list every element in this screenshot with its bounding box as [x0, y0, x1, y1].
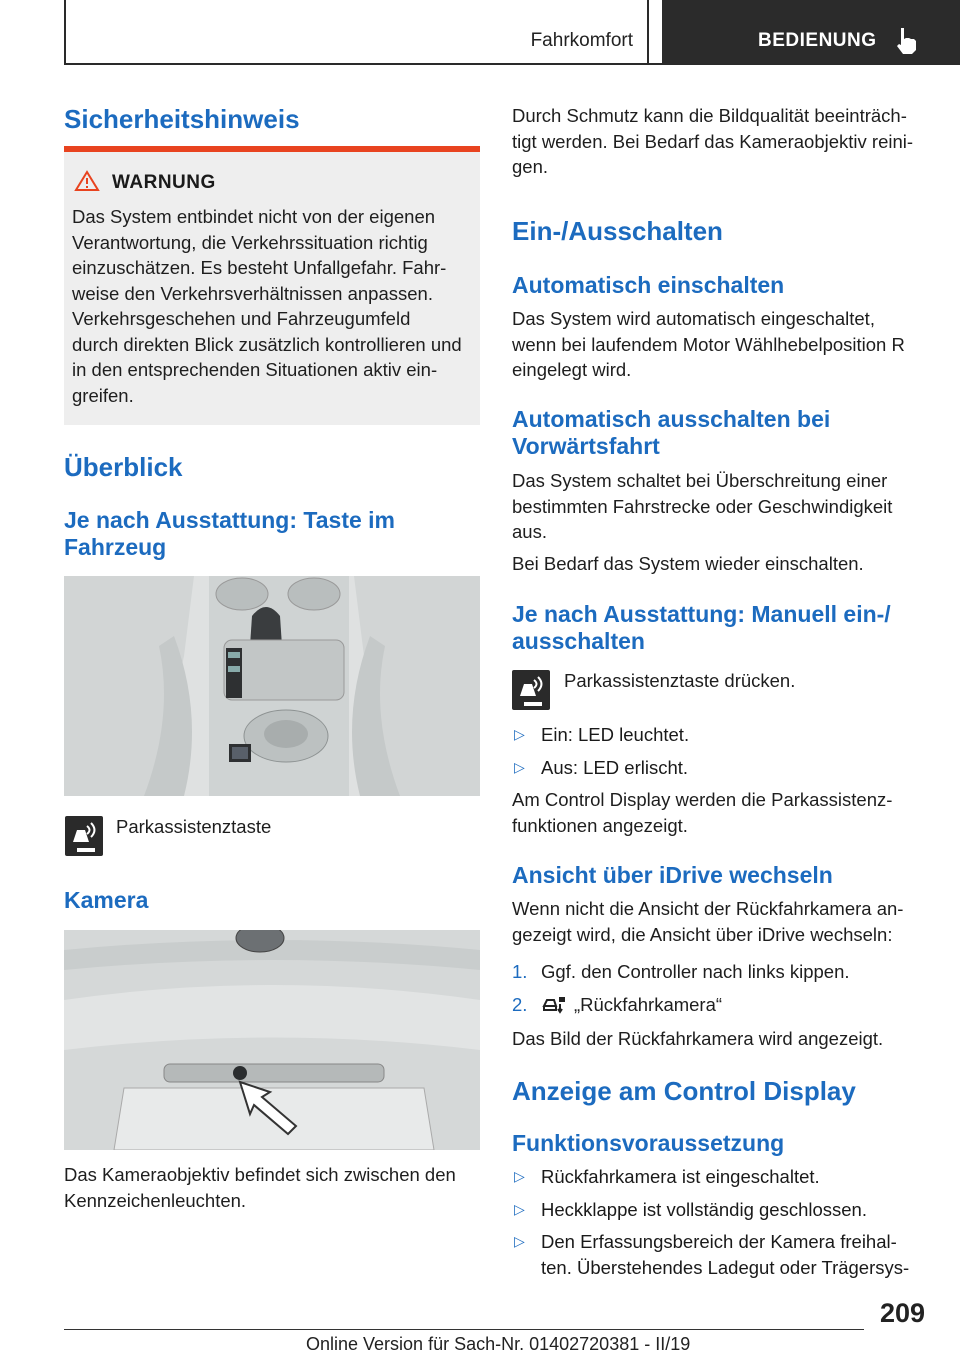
bullet-text: Aus: LED erlischt. [541, 756, 689, 778]
heading-line: ausschalten [512, 628, 645, 654]
header-section-label: Fahrkomfort [530, 30, 633, 51]
heading-line: Automatisch ausschalten bei [512, 406, 831, 432]
header-section-tab [64, 0, 649, 64]
bullet-text: Ein: LED leuchtet. [541, 724, 690, 745]
warning-line: weise den Verkehrsverhältnissen anpassen. [72, 282, 433, 304]
warning-line: durch direkten Blick zusätzlich kontrollieren und [72, 333, 462, 355]
list-item [512, 755, 930, 781]
triangle-bullet-icon: ▷ [514, 758, 525, 775]
footer-rule [64, 1329, 864, 1330]
footer-version: Online Version für Sach-Nr. 01402720381 - II/19 [306, 1334, 691, 1354]
idrive-step-2 [512, 992, 930, 1018]
heading-line: Vorwärtsfahrt [512, 433, 660, 459]
warning-line: Verkehrsgeschehen und Fahrzeugumfeld [72, 308, 411, 329]
button-caption: Parkassistenztaste [116, 816, 272, 837]
header-rule [64, 63, 960, 65]
triangle-bullet-icon: ▷ [514, 1168, 525, 1184]
warning-line: Das System entbindet nicht von der eigenen [72, 206, 436, 227]
step-text: Ggf. den Controller nach links kippen. [541, 961, 850, 982]
manual-heading [512, 601, 930, 655]
heading-line: Je nach Ausstattung: Manuell ein-/ [512, 601, 891, 627]
bullet-text: Heckklappe ist vollständig geschlossen. [541, 1198, 867, 1220]
display-heading: Anzeige am Control Display [512, 1076, 856, 1106]
step-text: „Rückfahrkamera“ [574, 994, 723, 1015]
camera-location-image [64, 930, 480, 1150]
camera-line: Kennzeichenleuchten. [64, 1189, 247, 1211]
triangle-bullet-icon: ▷ [514, 726, 525, 742]
camera-line: Das Kameraobjektiv befindet sich zwischen den [64, 1164, 456, 1185]
manual-note [512, 787, 930, 838]
text-line: aus. [512, 521, 547, 542]
list-item [512, 1164, 930, 1190]
manual-bullet-list [512, 722, 930, 787]
heading-line: Fahrzeug [64, 534, 167, 560]
list-item [512, 1229, 930, 1280]
auto-on-text [512, 306, 930, 383]
warning-line: greifen. [72, 384, 134, 406]
warning-line: einzuschätzen. Es besteht Unfallgefahr. Fahr- [72, 257, 447, 278]
onoff-heading: Ein-/Ausschalten [512, 216, 723, 246]
text-line: wenn bei laufendem Motor Wählhebelposition R [512, 333, 905, 355]
list-item [512, 722, 930, 748]
center-console-image [64, 576, 480, 796]
text-line: Am Control Display werden die Parkassistenz- [512, 789, 893, 810]
triangle-bullet-icon: ▷ [514, 1200, 525, 1217]
text-line: gezeigt wird, die Ansicht über iDrive wechseln: [512, 923, 893, 945]
text-line: Das System schaltet bei Überschreitung einer [512, 470, 888, 491]
idrive-step-1 [512, 959, 930, 985]
triangle-bullet-icon: ▷ [514, 1233, 525, 1249]
step-number: 2. [512, 994, 528, 1015]
idrive-result: Das Bild der Rückfahrkamera wird angezeigt. [512, 1028, 884, 1049]
auto-off-heading [512, 406, 930, 460]
warning-triangle-icon [74, 170, 100, 192]
bullet-text: Den Erfassungsbereich der Kamera freihal- [541, 1231, 897, 1252]
camera-heading: Kamera [64, 887, 149, 913]
overview-heading: Überblick [64, 452, 183, 482]
text-line: bestimmten Fahrstrecke oder Geschwindigkeit [512, 495, 893, 517]
intro-text [512, 103, 930, 180]
park-assist-button-icon [65, 816, 103, 856]
idrive-text [512, 896, 930, 947]
warning-line: in den entsprechenden Situationen aktiv ein- [72, 359, 438, 380]
idrive-heading: Ansicht über iDrive wechseln [512, 862, 833, 888]
button-heading [64, 507, 480, 561]
page-number: 209 [880, 1298, 926, 1328]
intro-line: gen. [512, 156, 549, 177]
intro-line: Durch Schmutz kann die Bildqualität beeinträch- [512, 105, 907, 126]
auto-off-text [512, 468, 930, 545]
warning-line: Verantwortung, die Verkehrssituation richtig [72, 231, 428, 253]
text-line: Wenn nicht die Ansicht der Rückfahrkamera an- [512, 898, 904, 919]
text-line: Das System wird automatisch eingeschaltet, [512, 308, 875, 329]
list-item [512, 1197, 930, 1223]
bullet-text: Rückfahrkamera ist eingeschaltet. [541, 1166, 820, 1187]
auto-off-note: Bei Bedarf das System wieder einschalten. [512, 553, 864, 574]
warning-text [72, 204, 476, 408]
safety-heading: Sicherheitshinweis [64, 104, 300, 134]
warning-label: WARNUNG [112, 172, 216, 193]
text-line: eingelegt wird. [512, 359, 632, 380]
heading-line: Je nach Ausstattung: Taste im [64, 507, 396, 533]
manual-instruction: Parkassistenztaste drücken. [564, 670, 796, 691]
camera-text [64, 1162, 480, 1213]
camera-view-icon [542, 994, 568, 1016]
bullet-text: ten. Überstehendes Ladegut oder Trägersys- [541, 1256, 910, 1278]
hand-pointer-icon [893, 26, 921, 56]
auto-on-heading: Automatisch einschalten [512, 272, 785, 298]
intro-line: tigt werden. Bei Bedarf das Kameraobjektiv reini- [512, 130, 914, 152]
prereq-bullet-list [512, 1164, 930, 1287]
text-line: funktionen angezeigt. [512, 814, 688, 836]
header-chapter-label: BEDIENUNG [758, 30, 877, 51]
park-assist-button-icon [512, 670, 550, 710]
step-number: 1. [512, 961, 528, 982]
prereq-heading: Funktionsvoraussetzung [512, 1130, 785, 1156]
